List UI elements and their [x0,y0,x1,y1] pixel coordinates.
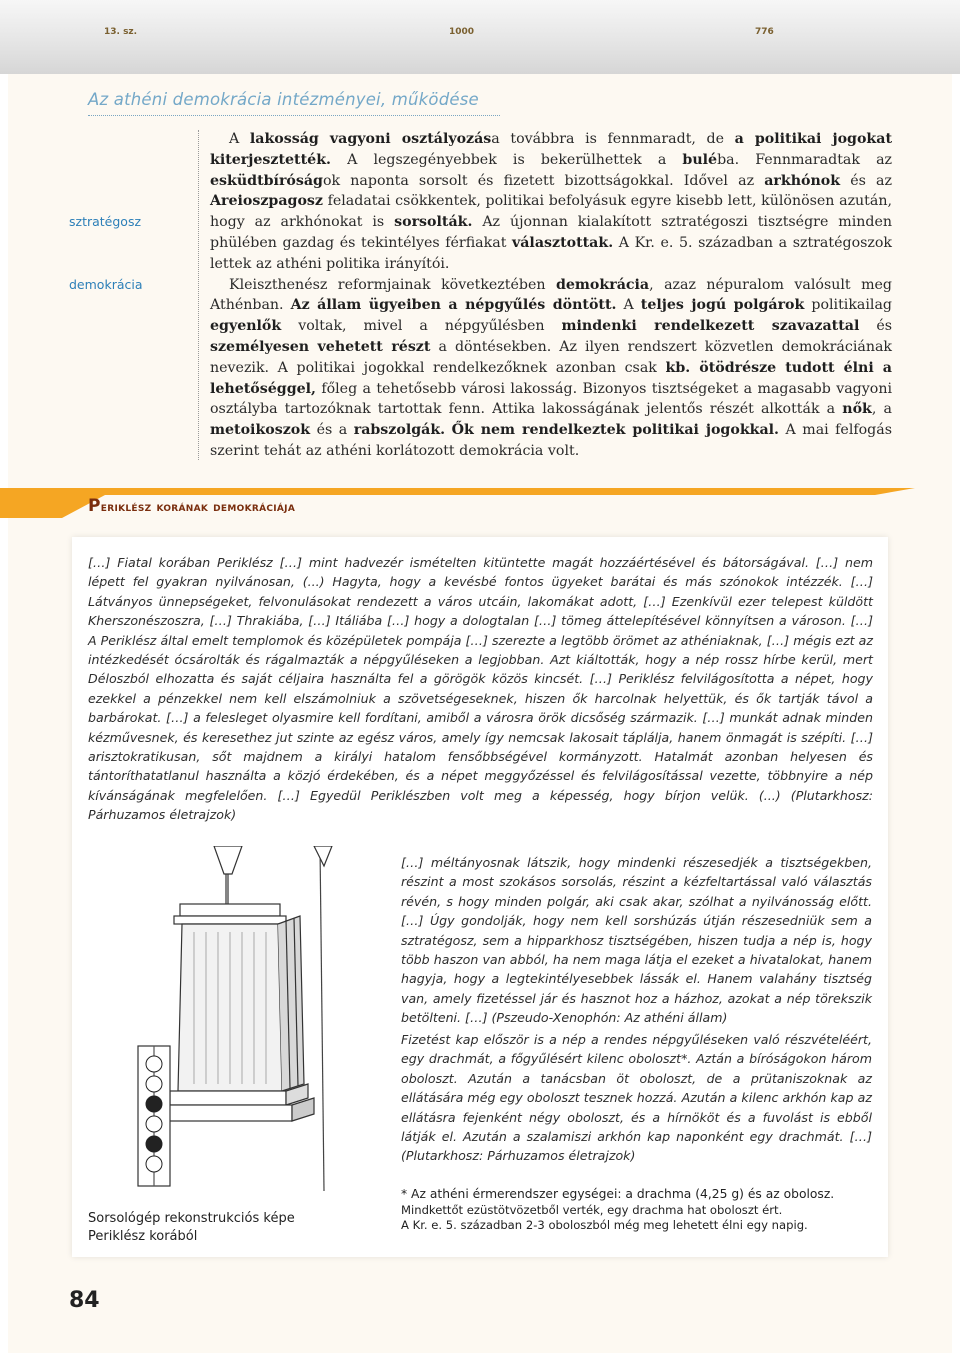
main-text [210,129,892,462]
p1-run: Areioszpagosz [210,193,323,210]
footnote [401,1187,881,1234]
top-gray-bar [0,0,960,74]
p2-run: főleg a tehetősebb városi lakosság. Bizonyos tisztségeket a magasabb vagyoni osztályba tartozóknak tartottak fenn. Attika lakosságának jelentős részét alkották a [210,380,892,418]
p2-run: metoikoszok [210,422,311,439]
p2-run: Az állam ügyeiben a népgyűlés döntött. [290,297,617,314]
quote-pseudo-xenophon-source: (Pszeudo-Xenophón: Az athéni állam) [491,1010,728,1026]
header-left: 13. sz. [104,27,138,37]
p2-run: Kleiszthenész reformjainak következtében [229,276,556,293]
p2-run: és [859,318,893,335]
p1-run: bulé [682,151,718,168]
p2-run: , a [871,401,892,418]
illustration-caption [88,1210,295,1246]
p2-run: és a [310,422,354,439]
p2-run: A mai felfogás szerint tehát az athéni korlátozott demokrácia volt. [210,422,892,459]
p2-run: rabszolgák. [353,422,446,439]
p1-run: lakosság vagyoni osztályozás [249,131,492,147]
header-right: 776 [755,27,774,37]
caption-line-1: Sorsológép rekonstrukciós képe [88,1211,295,1226]
p1-run: feladatai csökkentek, politikai befolyásuk egyre kisebb lett, különösen azután, hogy az arkhónokat is [210,193,892,231]
margin-term-sztrategosz: sztratégosz [69,214,142,229]
p2-run: a döntésekben. Az ilyen rendszert közvetlen demokráciának nevezik. A politikai jogokkal rendelkezőknek azonban csak [210,338,893,376]
section-title: Az athéni demokrácia intézményei, működése [88,90,479,109]
quote-pseudo-xenophon [401,853,872,1028]
footnote-text-1: a drachma (4,25 g) és az obolosz. [621,1187,835,1201]
paragraph-2 [210,275,892,462]
p1-run: sorsolták. [394,214,473,231]
p2-run: kb. ötödrésze tudott élni a lehetőséggel, [210,359,892,397]
p2-run: voltak, mivel a népgyűlésben [281,318,562,335]
footnote-line-3: A Kr. e. 5. században 2-3 oboloszból még meg lehetett élni egy napig. [401,1218,808,1233]
band-title [88,496,295,516]
quote-payments-text: Fizetést kap először is a nép a rendes népgyűléseken való részvételéért, egy drachmát, a főgyűlésért kilenc oboloszt*. Aztán a bíróságokon három oboloszt. Azután a tanácsban öt oboloszt, de a prütaniszoknak az ellátására még egy oboloszt tesznek hozzá. Azután a kilenc arkhón kap az ellátásra fejenként négy oboloszt, és a hírnököt és a fuvolást is ebből látják el. Azután a szalamiszi arkhón kap naponként egy drachmát. […] [401,1032,872,1145]
p1-run: arkhónok [764,172,841,189]
header-center: 1000 [449,27,475,37]
footnote-label: * Az athéni érmerendszer egységei: [401,1187,622,1201]
margin-term-demokracia: demokrácia [69,277,143,292]
p2-run: politikailag [804,297,892,314]
band-title-word1: eriklész [100,499,157,515]
caption-line-2: Periklész korából [88,1229,198,1244]
p1-run: A Kr. e. 5. században a sztratégoszok lettek az athéni politika irányítói. [210,234,893,272]
band-title-word2: korának demokráciája [156,499,296,515]
quote-plutarch-text: […] Fiatal korában Periklész […] mint hadvezér ismételten kitüntette magát hozzáértésével és bátorságával. […] nem lépett fel gyakran nyilvánosan, (...) Hagyta, hogy a kevésbé fontos ügyeket barátai és más szónokok intézzék. […] Látványos ünnepségeket, felvonulásokat rendezett a város utcáin, lakomákat adott, […] Ezenkívül ezer telepest küldött Kherszonészoszra, […] Thrakiába, […] Itáliába […] hogy a dologtalan […] tömeg áttelepítésével könnyítsen a városon. […] A Periklész által emelt templomok és középületek pompája […] szerezte a legtöbb örömet az athéniaknak, […] mégis ezt az intézkedését ócsárolták és rágalmazták a népgyűléseken a legjobban. Azt kiáltották, hogy a nép rossz hírbe kerül, mert Déloszból elhozatta és saját céljaira használta fel a görögök közös kincsét. […] Periklész felvilágosította a népet, hogy ezekkel a pénzekkel nem kell elszámolniuk a szövetségeseknek, hiszen ők harcolnak helyettük, és ők tartják távol a barbárokat. […] a felesleget olyasmire kell fordítani, amiből a városra örök dicsőség származik. […] munkát adnak minden kézművesnek, és keresethez jut szinte az egész város, amely így nemcsak lakosait táplálja, hanem önmagát is szépíti. […] arisztokratikusan, sőt majdnem a királyi hatalom fensőbbségével kormányzott. Hatalmát azonban helyesen és tántoríthatatlanul használta a közjó érdekében, és a népet meggyőzéssel és felvilágosítással vezette, többnyire a nép kívánságának megfelelően. […] Egyedül Periklészben volt meg a képesség, hogy bírjon velük. (...) [88,555,873,803]
p1-run: A [229,131,250,147]
footnote-line-2: Mindkettőt ezüstötvözetből verték, egy drachma hat oboloszt ért. [401,1202,783,1217]
page-number: 84 [69,1288,100,1313]
p1-run: és az [840,172,892,189]
p2-run: nők [842,401,872,418]
p1-run: a továbbra is fennmaradt, de [491,131,735,147]
lottery-machine-illustration [110,846,370,1191]
p1-run: Az újonnan kialakított sztratégoszi tisztségre minden phülében gazdag és tekintélyes férfiakat [210,214,892,251]
quote-payments-source: (Plutarkhosz: Párhuzamos életrajzok) [401,1148,636,1164]
p1-run: ba. Fennmaradtak az [717,151,893,168]
p2-run: Ők nem rendelkeztek politikai jogokkal. [451,422,779,439]
p1-run: a politikai jogokat kiterjesztették. [210,131,893,168]
p2-run: személyesen vehetett részt [210,338,431,355]
p2-run: demokrácia [555,276,650,293]
p2-run: , azaz népuralom valósult meg Athénban. [210,276,892,314]
margin-divider [198,130,199,460]
p1-run: ok naponta sorsolt és fizetett bizottságokkal. Idővel az [322,172,765,189]
p2-run: egyenlők [210,318,282,335]
quote-plutarch [88,553,873,825]
p2-run: mindenki rendelkezett szavazattal [561,318,860,335]
paragraph-1 [210,129,892,275]
quote-pseudo-xenophon-text: […] méltányosnak látszik, hogy mindenki részesedjék a tisztségekben, részint a most szokásos sorsolás, részint a kézfeltartással való választás révén, s hogy minden polgár, aki csak akar, szólhat a nyilvánosság előtt. […] Úgy gondolják, hogy nem kell sorshúzás útján részesedniük sem a sztratégosz, sem a hipparkhosz tisztségében, hiszen tudja a nép is, hogy több haszon van abból, ha nem maga látja el ezeket a hivatalokat, hanem hagyja, hogy a legtekintélyesebbek lássák el. Hanem valahány tisztség van, amely fizetéssel jár és hasznot hoz a házhoz, azokat a nép törekszik betölteni. […] [401,855,872,1026]
band-title-cap: P [88,496,101,516]
p2-run: teljes jogú polgárok [640,297,805,314]
title-divider [88,115,500,116]
quote-plutarch-source: (Plutarkhosz: Párhuzamos életrajzok) [88,787,873,823]
p1-run: esküdtbíróság [210,172,323,189]
p2-run: A [616,297,641,314]
quote-payments [401,1030,872,1166]
p1-run: választottak. [512,234,614,251]
p1-run: A legszegényebbek is bekerülhettek a [330,151,683,168]
